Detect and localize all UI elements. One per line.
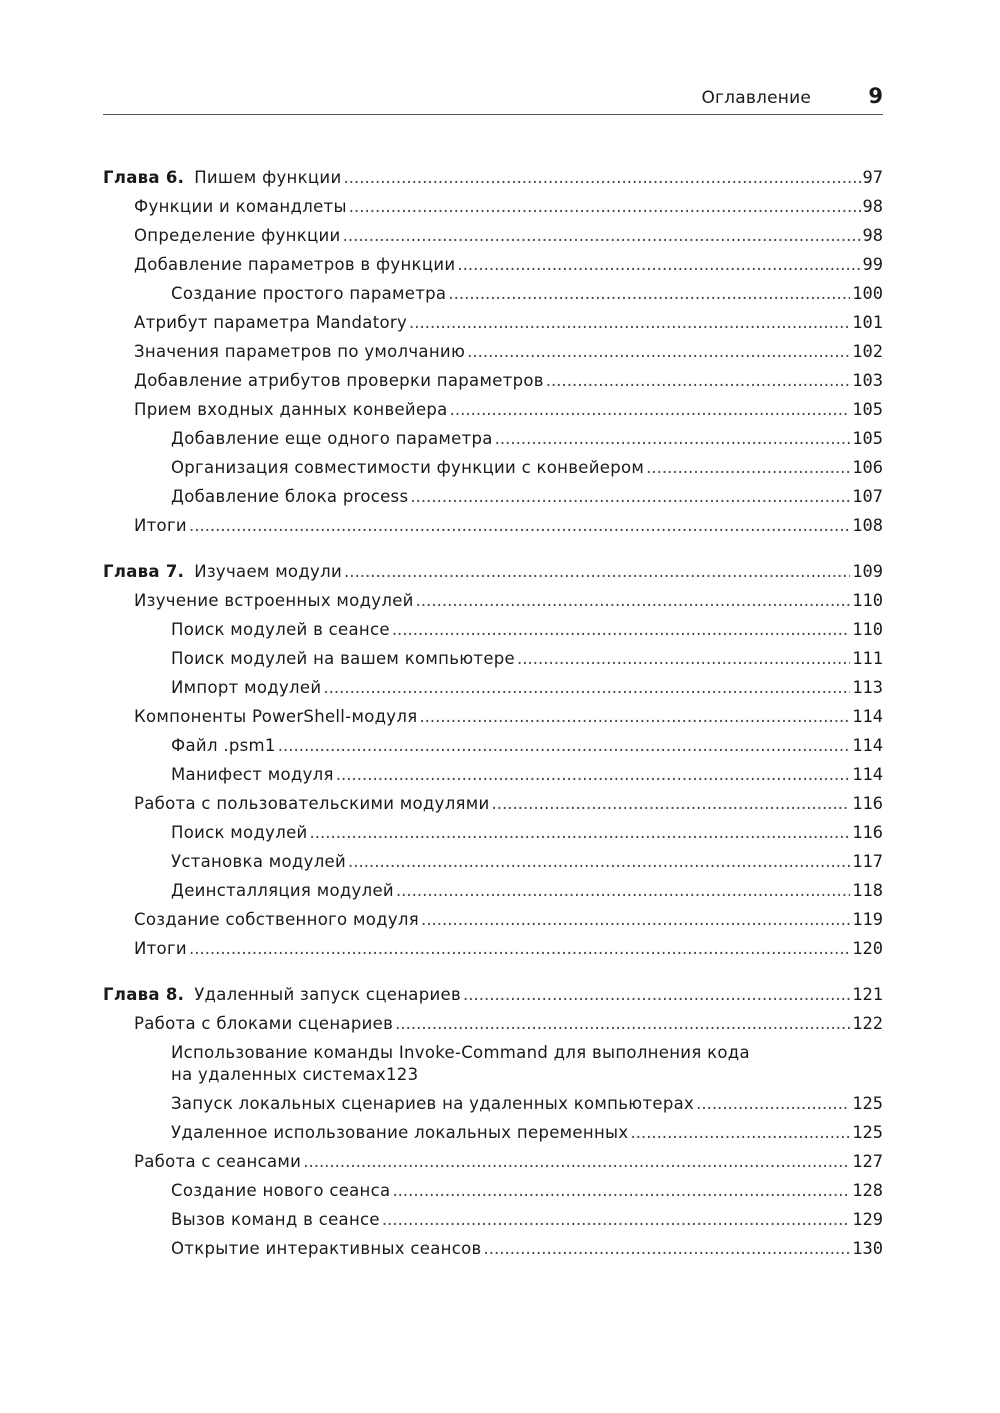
toc-entry-title: Поиск модулей	[171, 823, 308, 842]
toc-entry-title: Вызов команд в сеансе	[171, 1210, 380, 1229]
toc-page-number: 120	[852, 939, 883, 959]
dot-leader	[492, 794, 851, 813]
toc-entry-subsection[interactable]	[103, 881, 883, 910]
header-rule	[103, 114, 883, 115]
toc-entry-subsection[interactable]	[103, 487, 883, 516]
toc-page-number: 99	[862, 255, 883, 275]
toc-page-number: 114	[852, 765, 883, 785]
toc-entry-title: Добавление атрибутов проверки параметров	[134, 371, 544, 390]
dot-leader	[349, 197, 861, 216]
dot-leader	[448, 284, 850, 303]
toc-entry-title: Компоненты PowerShell-модуля	[134, 707, 418, 726]
toc-entry-section[interactable]	[103, 707, 883, 736]
toc-entry-chapter[interactable]	[103, 562, 883, 591]
running-header	[103, 84, 883, 112]
toc-entry-title: Пишем функции	[194, 168, 342, 187]
chapter-number: Глава 7.	[103, 562, 185, 581]
dot-leader	[646, 458, 850, 477]
toc-entry-title: Работа с пользовательскими модулями	[134, 794, 490, 813]
toc-entry-title: Использование команды Invoke-Command для выполнения кода	[171, 1043, 750, 1062]
toc-entry-title: Прием входных данных конвейера	[134, 400, 448, 419]
toc-entry-section[interactable]	[103, 939, 883, 968]
toc-entry-chapter[interactable]	[103, 168, 883, 197]
toc-entry-title: Создание простого параметра	[171, 284, 447, 303]
toc-entry-title: Изучение встроенных модулей	[134, 591, 414, 610]
dot-leader	[484, 1239, 851, 1258]
toc-page-number: 116	[852, 794, 883, 814]
toc-entry-subsection[interactable]	[103, 1123, 883, 1152]
toc-entry-section[interactable]	[103, 255, 883, 284]
toc-entry-section[interactable]	[103, 313, 883, 342]
toc-page-number: 114	[852, 707, 883, 727]
toc-entry-title: Изучаем модули	[194, 562, 342, 581]
dot-leader	[419, 707, 850, 726]
dot-leader	[344, 562, 850, 581]
toc-entry-subsection[interactable]	[103, 1239, 883, 1268]
toc-entry-section[interactable]	[103, 400, 883, 429]
toc-entry-title: Запуск локальных сценариев на удаленных компьютерах	[171, 1094, 695, 1113]
chapter-number: Глава 6.	[103, 168, 185, 187]
toc-page-number: 110	[852, 620, 883, 640]
toc-entry-subsection[interactable]	[103, 429, 883, 458]
toc-entry-title: Поиск модулей на вашем компьютере	[171, 649, 516, 668]
toc-page-number: 125	[852, 1094, 883, 1114]
toc-entry-section[interactable]	[103, 197, 883, 226]
toc-entry-subsection[interactable]	[103, 1094, 883, 1123]
toc-page-number: 102	[852, 342, 883, 362]
toc-entry-section[interactable]	[103, 591, 883, 620]
toc-entry-title: Открытие интерактивных сеансов	[171, 1239, 482, 1258]
toc-entry-section[interactable]	[103, 226, 883, 255]
toc-page-number: 110	[852, 591, 883, 611]
dot-leader	[463, 985, 850, 1004]
toc-page-number: 107	[852, 487, 883, 507]
toc-page-number: 105	[852, 400, 883, 420]
dot-leader	[495, 429, 851, 448]
toc-page-number: 105	[852, 429, 883, 449]
toc-entry-subsection[interactable]	[103, 765, 883, 794]
toc-page-number: 130	[852, 1239, 883, 1259]
running-header-title: Оглавление	[701, 88, 811, 108]
toc-entry-title: Удаленное использование локальных переменных	[171, 1123, 629, 1142]
dot-leader	[310, 823, 851, 842]
toc-page-number: 98	[862, 197, 883, 217]
toc-entry-title: Поиск модулей в сеансе	[171, 620, 390, 639]
toc-entry-section[interactable]	[103, 371, 883, 400]
toc-entry-subsection[interactable]	[103, 649, 883, 678]
dot-leader	[396, 881, 850, 900]
toc-entry-title: Добавление параметров в функции	[134, 255, 456, 274]
toc-entry-title: Импорт модулей	[171, 678, 322, 697]
toc-entry-subsection[interactable]	[103, 736, 883, 765]
dot-leader	[517, 649, 850, 668]
dot-leader	[278, 736, 851, 755]
toc-entry-title: Итоги	[134, 939, 187, 958]
toc-entry-title: Значения параметров по умолчанию	[134, 342, 466, 361]
toc-entry-section[interactable]	[103, 1152, 883, 1181]
toc-page-number: 122	[852, 1014, 883, 1034]
toc-entry-title: Работа с блоками сценариев	[134, 1014, 394, 1033]
dot-leader	[416, 591, 851, 610]
dot-leader	[303, 1152, 850, 1171]
dot-leader	[336, 765, 851, 784]
toc-entry-section[interactable]	[103, 794, 883, 823]
toc-page-number: 118	[852, 881, 883, 901]
toc-page-number: 108	[852, 516, 883, 536]
dot-leader	[395, 1014, 850, 1033]
toc-page-number: 106	[852, 458, 883, 478]
toc-page-number: 128	[852, 1181, 883, 1201]
toc-page-number: 103	[852, 371, 883, 391]
toc-page-number: 123	[386, 1065, 419, 1084]
toc-entry-subsection[interactable]	[103, 823, 883, 852]
toc-entry-subsection[interactable]	[103, 1043, 883, 1094]
dot-leader	[546, 371, 851, 390]
toc-entry-chapter[interactable]	[103, 985, 883, 1014]
toc-entry-title: Создание нового сеанса	[171, 1181, 391, 1200]
dot-leader	[450, 400, 851, 419]
toc-page-number: 109	[852, 562, 883, 582]
dot-leader	[348, 852, 850, 871]
page-number: 9	[868, 84, 883, 108]
toc-entry-title: Файл .psm1	[171, 736, 276, 755]
table-of-contents	[103, 168, 883, 1268]
toc-entry-subsection[interactable]	[103, 284, 883, 313]
toc-page-number: 98	[862, 226, 883, 246]
toc-entry-title: Деинсталляция модулей	[171, 881, 394, 900]
toc-entry-title: Манифест модуля	[171, 765, 334, 784]
dot-leader	[382, 1210, 850, 1229]
toc-page-number: 101	[852, 313, 883, 333]
toc-entry-title: Создание собственного модуля	[134, 910, 419, 929]
dot-leader	[410, 487, 850, 506]
toc-entry-subsection[interactable]	[103, 1181, 883, 1210]
toc-page-number: 111	[852, 649, 883, 669]
toc-entry-title: Работа с сеансами	[134, 1152, 302, 1171]
toc-page-number: 116	[852, 823, 883, 843]
toc-entry-title: Добавление блока process	[171, 487, 409, 506]
toc-page-number: 125	[852, 1123, 883, 1143]
toc-entry-title-continued: на удаленных системах	[171, 1065, 386, 1084]
toc-page-number: 121	[852, 985, 883, 1005]
toc-page-number: 100	[852, 284, 883, 304]
toc-page-number: 129	[852, 1210, 883, 1230]
dot-leader	[630, 1123, 850, 1142]
toc-entry-title: Атрибут параметра Mandatory	[134, 313, 408, 332]
toc-page-number: 117	[852, 852, 883, 872]
dot-leader	[189, 939, 850, 958]
toc-entry-title: Добавление еще одного параметра	[171, 429, 493, 448]
toc-entry-title: Определение функции	[134, 226, 341, 245]
toc-entry-title: Итоги	[134, 516, 187, 535]
toc-entry-section[interactable]	[103, 516, 883, 545]
dot-leader	[392, 1181, 850, 1200]
dot-leader	[343, 226, 861, 245]
toc-page-number: 114	[852, 736, 883, 756]
toc-entry-subsection[interactable]	[103, 458, 883, 487]
toc-entry-section[interactable]	[103, 1014, 883, 1043]
toc-entry-subsection[interactable]	[103, 1210, 883, 1239]
toc-entry-subsection[interactable]	[103, 852, 883, 881]
dot-leader	[323, 678, 850, 697]
toc-entry-title: Функции и командлеты	[134, 197, 347, 216]
dot-leader	[696, 1094, 850, 1113]
chapter-number: Глава 8.	[103, 985, 185, 1004]
toc-entry-title: Организация совместимости функции с конвейером	[171, 458, 645, 477]
dot-leader	[409, 313, 850, 332]
dot-leader	[467, 342, 850, 361]
toc-page-number: 97	[862, 168, 883, 188]
dot-leader	[392, 620, 850, 639]
toc-page-number: 113	[852, 678, 883, 698]
toc-entry-section[interactable]	[103, 342, 883, 371]
toc-entry-subsection[interactable]	[103, 678, 883, 707]
toc-entry-section[interactable]	[103, 910, 883, 939]
dot-leader	[457, 255, 860, 274]
dot-leader	[421, 910, 850, 929]
toc-page-number: 127	[852, 1152, 883, 1172]
dot-leader	[189, 516, 850, 535]
dot-leader	[343, 168, 860, 187]
toc-page-number: 119	[852, 910, 883, 930]
toc-entry-subsection[interactable]	[103, 620, 883, 649]
toc-entry-title: Удаленный запуск сценариев	[194, 985, 461, 1004]
toc-entry-title: Установка модулей	[171, 852, 347, 871]
